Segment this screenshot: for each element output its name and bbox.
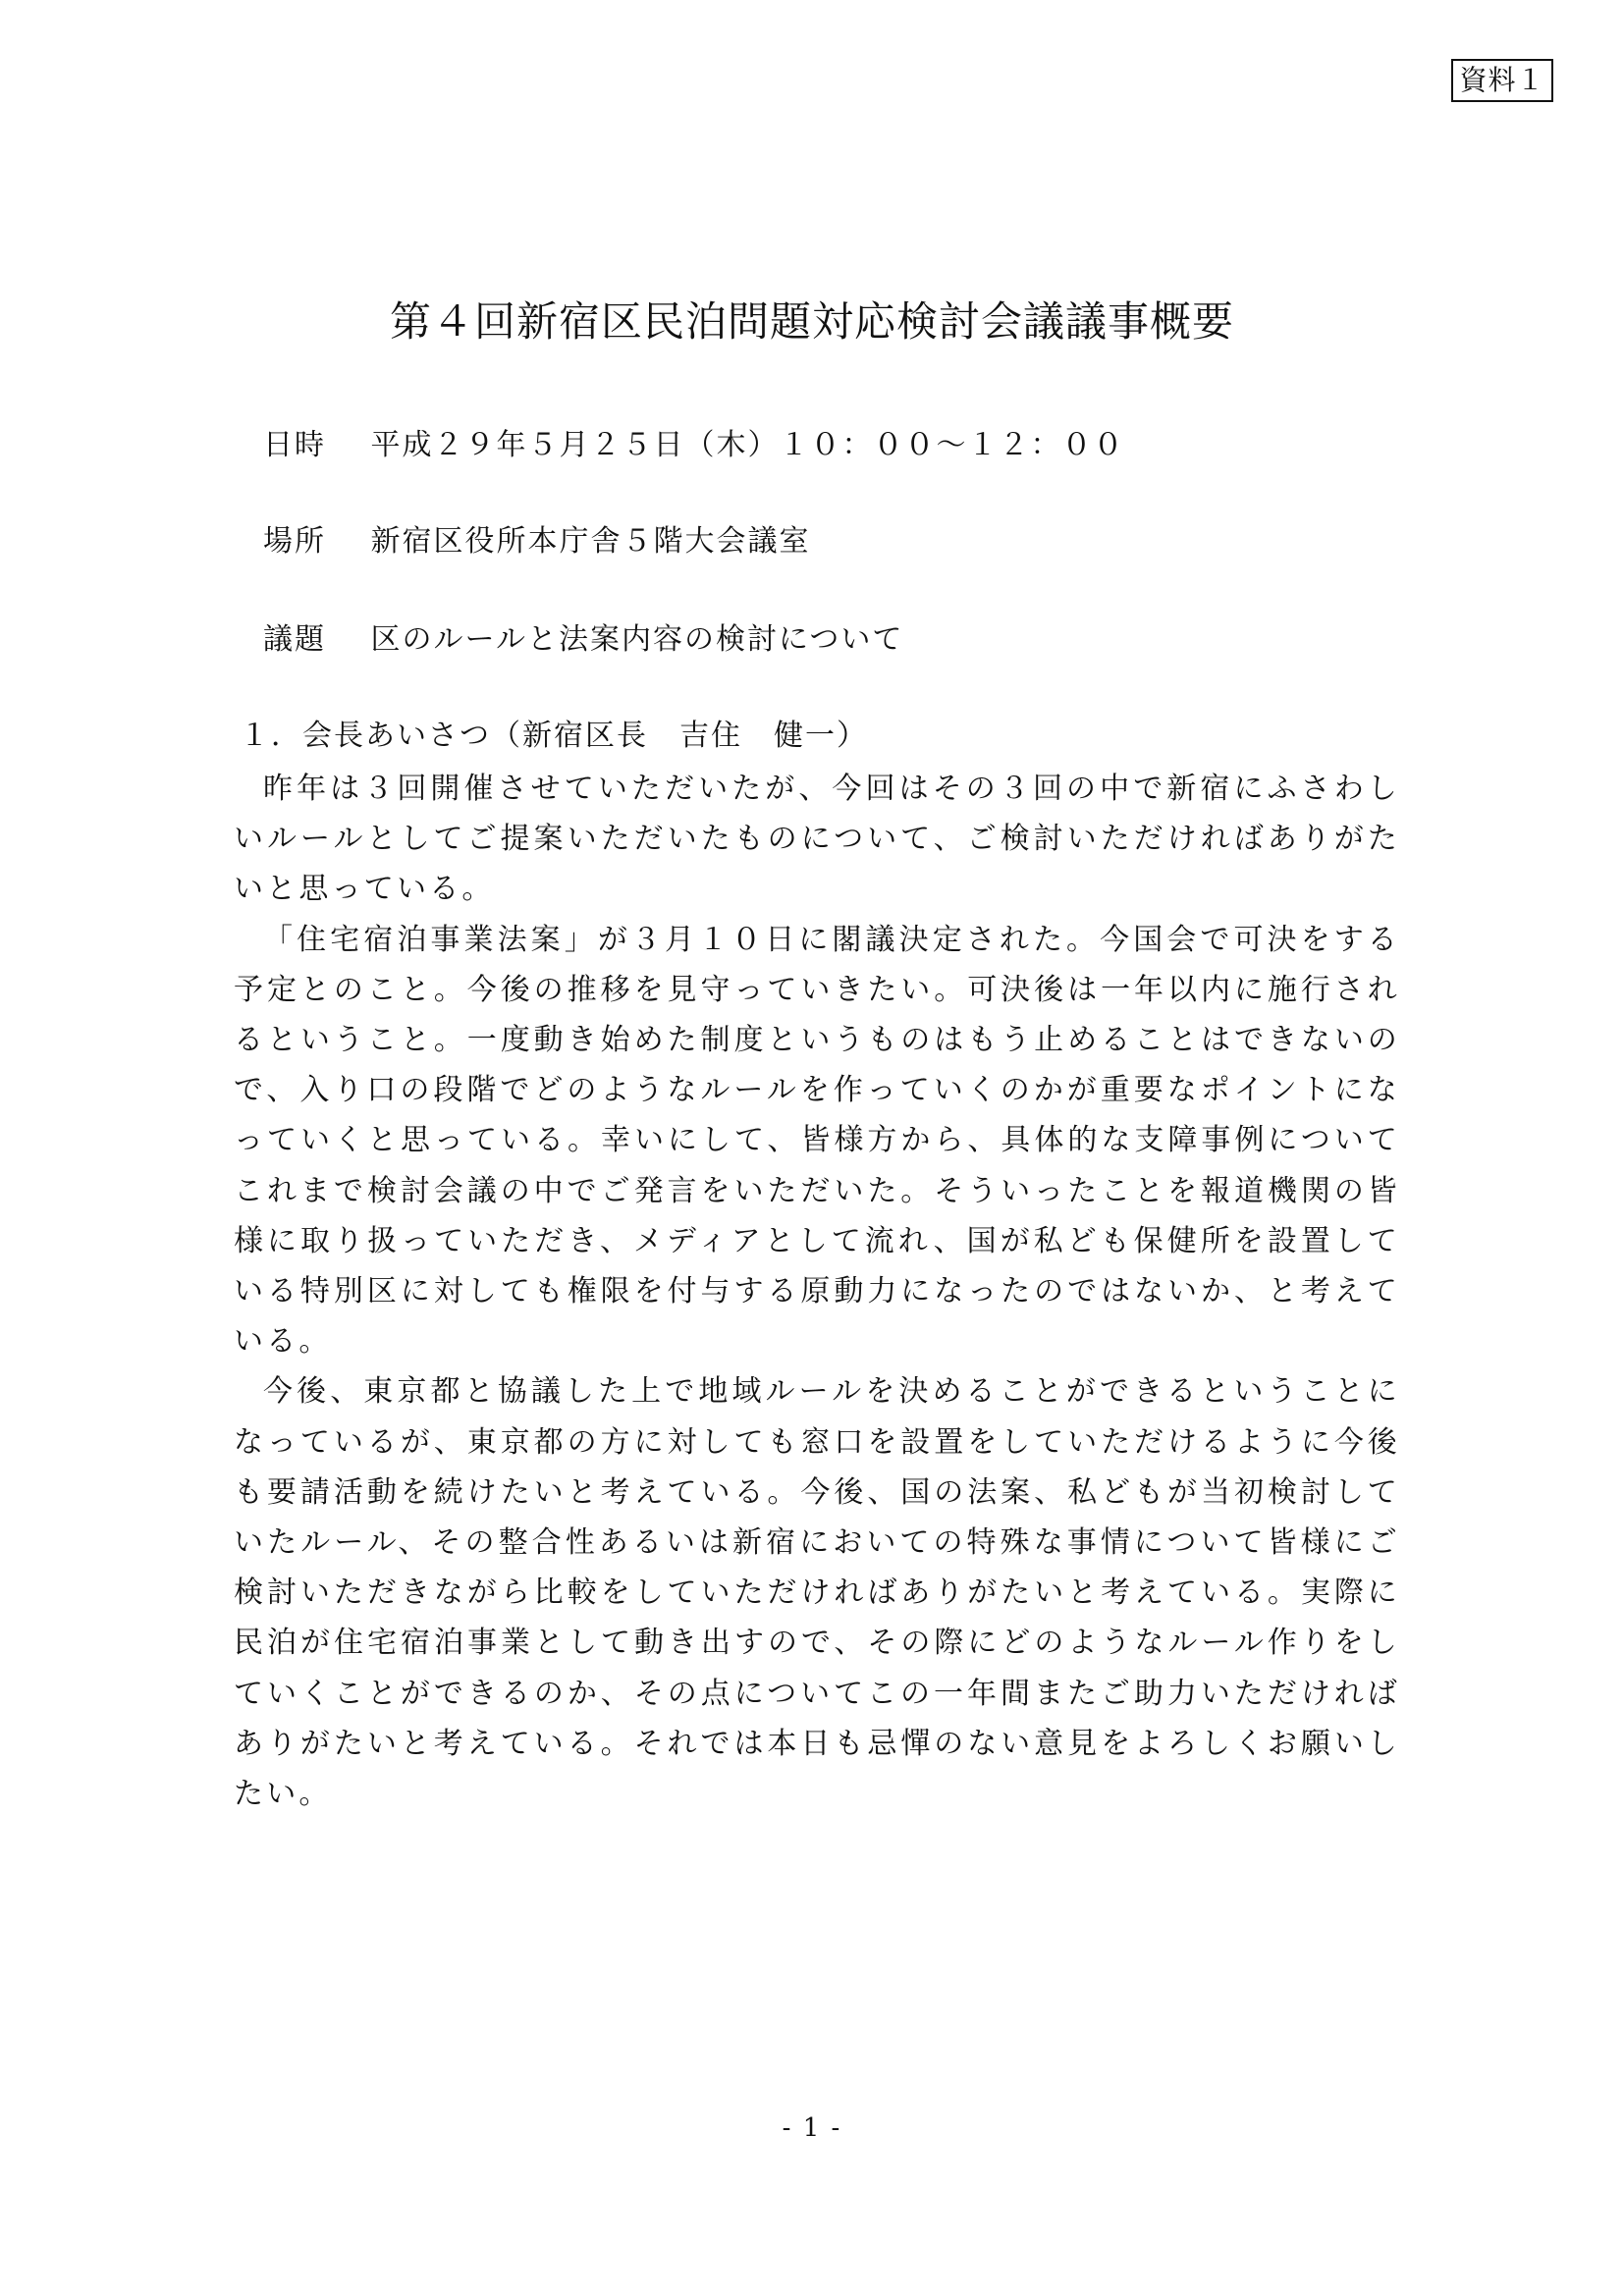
paragraph: 今後、東京都と協議した上で地域ルールを決めることができるということになっているが、東京都の方に対しても窓口を設置をしていただけるように今後も要請活動を続けたいと考えている。今後、国の法案、私どもが当初検討していたルール、その整合性あるいは新宿においての特殊な事情について皆様にご検討いただきながら比較をしていただければありがたいと考えている。実際に民泊が住宅宿泊事業として動き出すので、その際にどのようなルール作りをしていくことができるのか、その点についてこの一年間またご助力いただければありがたいと考えている。それでは本日も忌憚のない意見をよろしくお願いしたい。 [234,1374,1400,1812]
meta-place-value: 新宿区役所本庁舎５階大会議室 [370,524,811,559]
meta-datetime-row [263,424,1125,467]
meta-place-row [263,520,811,563]
document-label-box: 資料１ [1451,59,1553,102]
section-body [234,764,1400,1819]
meta-agenda-row [263,618,903,662]
meta-agenda-value: 区のルールと法案内容の検討について [370,622,904,657]
meta-agenda-label: 議題 [263,622,326,657]
meta-place-label: 場所 [263,524,326,559]
meta-datetime-value: 平成２９年５月２５日（木）１０：００～１２：００ [370,428,1125,462]
paragraph: 「住宅宿泊事業法案」が３月１０日に閣議決定された。今国会で可決をする予定とのこと。今後の推移を見守っていきたい。可決後は一年以内に施行されるということ。一度動き始めた制度というものはもう止めることはできないので、入り口の段階でどのようなルールを作っていくのかが重要なポイントになっていくと思っている。幸いにして、皆様方から、具体的な支障事例についてこれまで検討会議の中でご発言をいただいた。そういったことを報道機関の皆様に取り扱っていただき、メディアとして流れ、国が私ども保健所を設置している特別区に対しても権限を付与する原動力になったのではないか、と考えている。 [234,922,1400,1360]
section-heading: １．会長あいさつ（新宿区長 吉住 健一） [240,719,868,753]
page-number: - 1 - [782,2113,842,2143]
paragraph: 昨年は３回開催させていただいたが、今回はその３回の中で新宿にふさわしいルールとしてご提案いただいたものについて、ご検討いただければありがたいと思っている。 [234,772,1400,907]
meta-datetime-label: 日時 [263,428,326,462]
document-title: 第４回新宿区民泊問題対応検討会議議事概要 [389,297,1234,346]
